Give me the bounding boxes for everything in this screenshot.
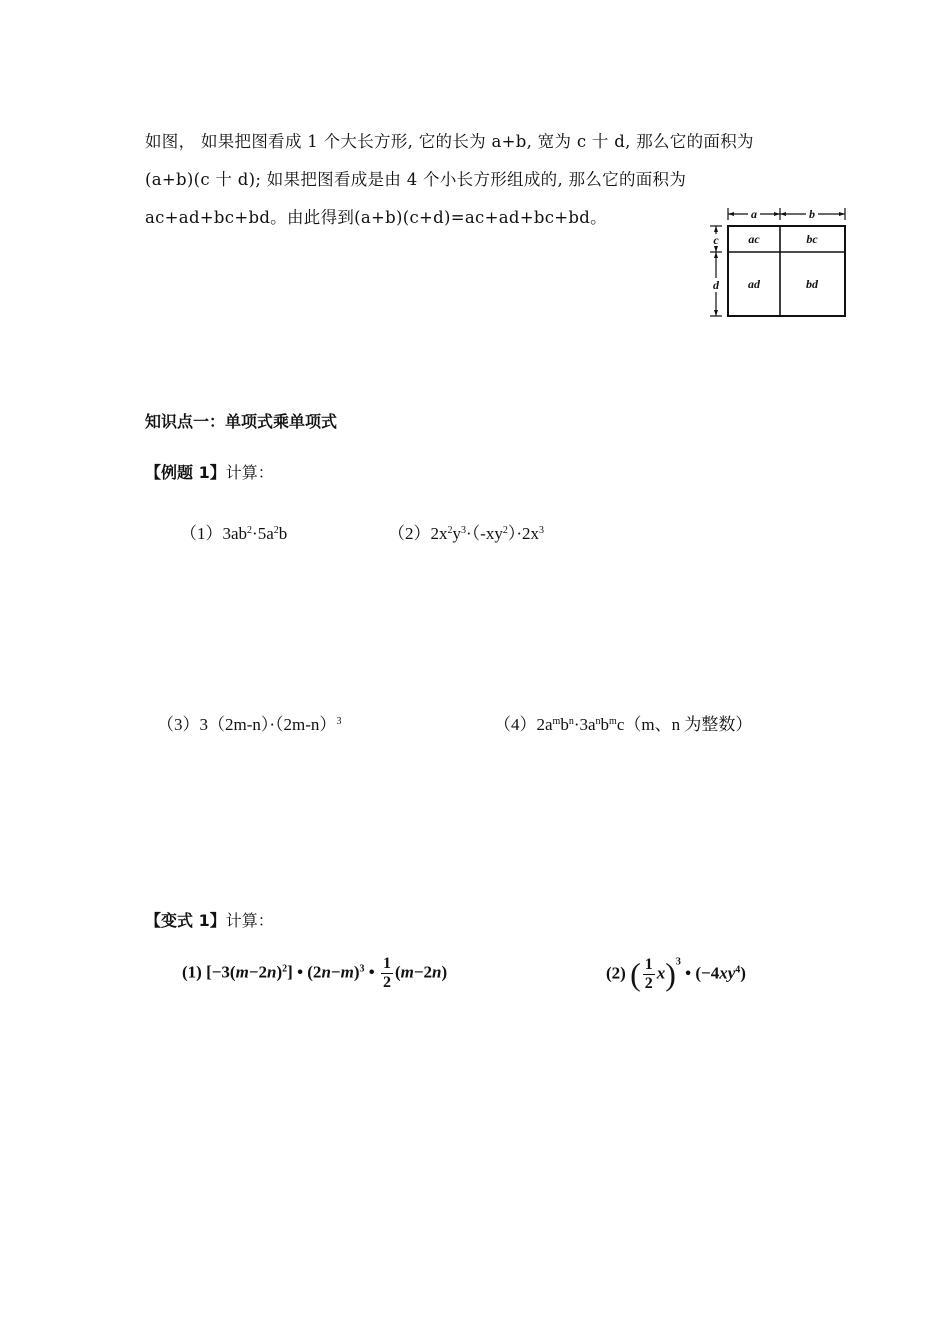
expr-part: b (600, 715, 610, 734)
variable: xy (719, 963, 736, 983)
expr-part: ( (394, 962, 401, 982)
expr-part: ) (740, 963, 746, 983)
expr-part: b (278, 524, 288, 543)
expr-part: ·3a (573, 715, 596, 734)
variable: x (656, 963, 666, 983)
variable: m (340, 962, 354, 982)
variable: m (235, 962, 249, 982)
problem-number: (2) (606, 963, 626, 983)
problem-number: （3） (157, 715, 200, 734)
exponent: 4 (735, 964, 741, 976)
problem-number: （4） (494, 715, 537, 734)
variable: n (267, 962, 277, 982)
exponent: n (595, 716, 601, 727)
variant-1-heading-bold: 【变式 1】 (145, 911, 226, 930)
variable: m (400, 962, 414, 982)
expr-part: 2a (536, 715, 553, 734)
example-problem-1 (180, 519, 287, 544)
exponent: 3 (539, 525, 544, 536)
example-problem-4 (494, 710, 752, 735)
variant-problem-2 (606, 956, 746, 993)
expr-part: − (330, 962, 341, 982)
expr-part: ) (441, 962, 448, 982)
figure-label-d: d (713, 278, 719, 292)
example-1-heading-bold: 【例题 1】 (145, 463, 226, 482)
expr-part: 3（2m-n）·（2m-n） (199, 715, 337, 734)
expr-part: • (−4 (680, 963, 720, 983)
exponent: n (568, 716, 574, 727)
figure-cell-ac: ac (748, 232, 760, 246)
problem-number: （2） (388, 524, 431, 543)
expr-part: ) (353, 962, 360, 982)
variable: n (432, 962, 442, 982)
fraction-one-half (643, 957, 655, 992)
intro-line-2: (a+b)(c 十 d); 如果把图看成是由 4 个小长方形组成的, 那么它的面积为 (145, 170, 687, 189)
exponent: 2 (247, 525, 253, 536)
variable: n (321, 962, 331, 982)
exponent: 2 (447, 525, 453, 536)
section-title: 知识点一：单项式乘单项式 (145, 412, 338, 431)
intro-line-3: ac+ad+bc+bd。由此得到(a+b)(c+d)=ac+ad+bc+bd。 (145, 208, 607, 227)
exponent: m (552, 716, 561, 727)
expr-part: [−3( (206, 962, 236, 982)
expr-part: c（m、n 为整数） (616, 715, 753, 734)
left-big-paren: ( (630, 956, 641, 992)
expr-part: y (452, 524, 461, 543)
variant-problem-1 (182, 956, 447, 991)
expr-part: −2 (248, 962, 268, 982)
expr-part: 2x (430, 524, 448, 543)
fraction-one-half (381, 956, 393, 991)
problem-number: （1） (180, 524, 223, 543)
figure-cell-bd: bd (806, 277, 818, 291)
example-problem-2 (388, 519, 544, 544)
variant-1-heading (145, 908, 274, 931)
exponent: 3 (336, 716, 342, 727)
figure-label-b: b (809, 207, 815, 221)
example-problem-3 (157, 710, 341, 735)
expr-part: 3ab (222, 524, 248, 543)
right-big-paren: ) (665, 956, 676, 992)
expr-part: ）·2x (507, 524, 539, 543)
expr-part: b (560, 715, 569, 734)
figure-cell-bc: bc (806, 232, 818, 246)
exponent: 3 (359, 963, 365, 975)
fraction-numerator: 1 (644, 956, 653, 973)
exponent: 2 (282, 963, 288, 975)
intro-line-1: 如图， 如果把图看成 1 个大长方形, 它的长为 a+b, 宽为 c 十 d, 那么它的面积为 (145, 132, 754, 151)
fraction-numerator: 1 (382, 955, 391, 972)
exponent: 2 (273, 525, 279, 536)
example-1-heading (145, 460, 274, 483)
problem-number: (1) (182, 962, 202, 982)
expr-part: ·（-xy (466, 524, 503, 543)
figure-label-a: a (751, 207, 757, 221)
area-rectangle-figure (706, 206, 851, 322)
exponent: 2 (502, 525, 508, 536)
expr-part: • (364, 962, 379, 982)
fraction-denominator: 2 (644, 975, 653, 992)
expr-part: −2 (413, 962, 433, 982)
exponent: 3 (675, 956, 681, 968)
example-1-heading-text: 计算： (225, 463, 274, 482)
figure-label-c: c (713, 233, 719, 247)
fraction-denominator: 2 (382, 974, 391, 991)
exponent: 3 (461, 525, 466, 536)
expr-part: ] • (2 (287, 962, 322, 982)
expr-part: ·5a (252, 524, 274, 543)
variant-1-heading-text: 计算： (225, 911, 274, 930)
expr-part: ) (276, 962, 283, 982)
exponent: m (609, 716, 617, 727)
figure-cell-ad: ad (748, 277, 760, 291)
